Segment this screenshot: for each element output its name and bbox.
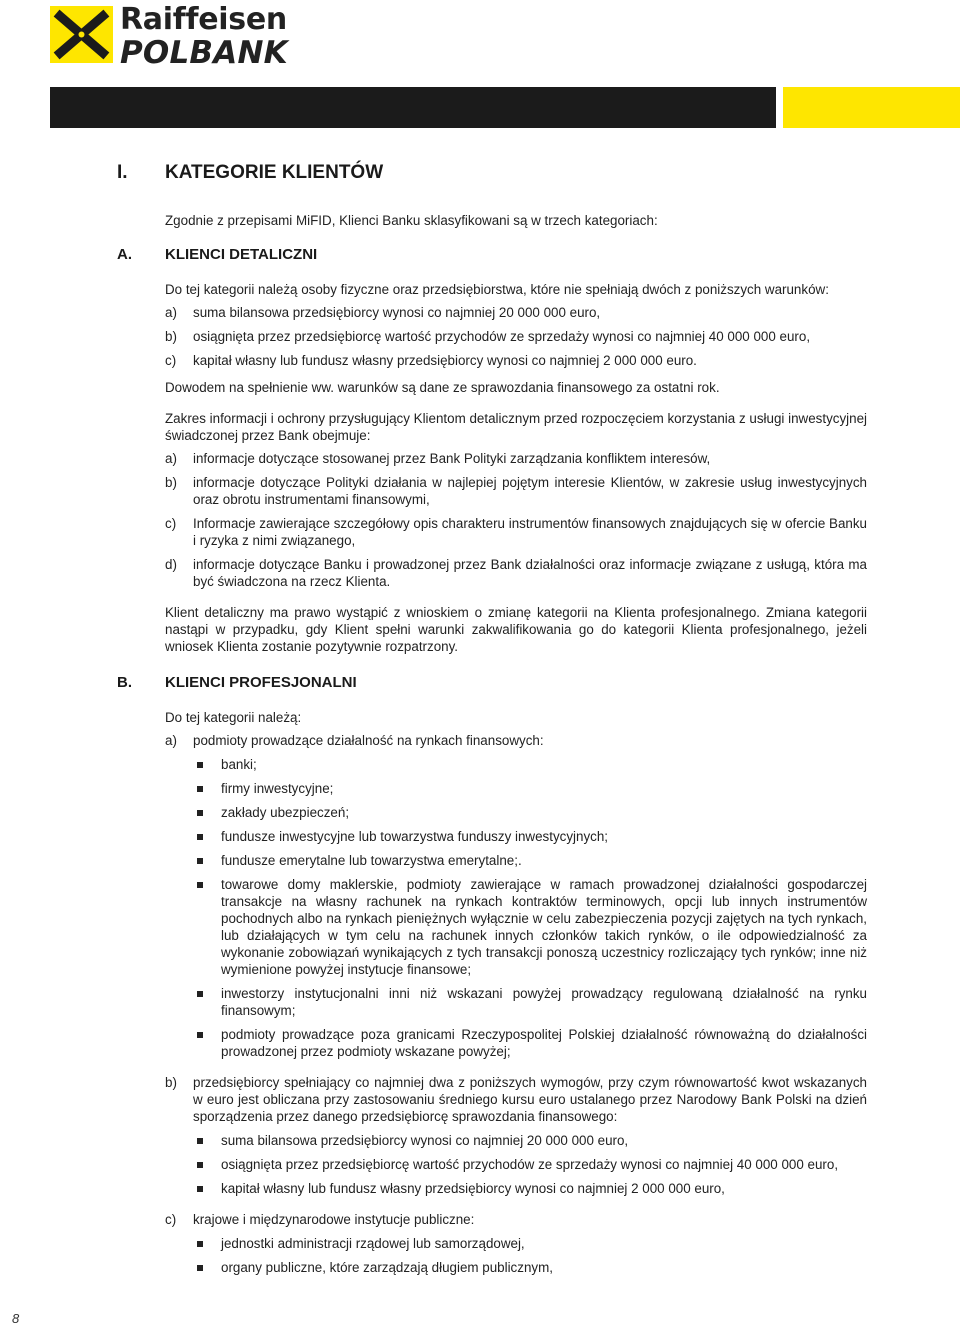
brand-wordmark [120, 2, 288, 69]
section-b-letter: B. [117, 674, 132, 691]
item-text: kapitał własny lub fundusz własny przedsiębiorcy wynosi co najmniej 2 000 000 euro. [193, 353, 697, 368]
bullet-text: organy publiczne, które zarządzają długiem publicznym, [221, 1260, 553, 1275]
item-label: b) [165, 1075, 177, 1090]
header-yellow-bar [783, 87, 960, 128]
chapter-heading [117, 162, 383, 184]
bullet-text: osiągnięta przez przedsiębiorcę wartość przychodów ze sprzedaży wynosi co najmniej 40 000 000 euro, [221, 1157, 839, 1172]
bullet-square-icon [193, 1235, 221, 1252]
chapter-title: KATEGORIE KLIENTÓW [165, 162, 384, 183]
bullet-square-icon [193, 1259, 221, 1276]
item-text: suma bilansowa przedsiębiorcy wynosi co najmniej 20 000 000 euro, [193, 305, 601, 320]
list-item [165, 515, 867, 549]
bullet-item [193, 1180, 867, 1197]
item-label: c) [165, 516, 177, 531]
bullet-text: inwestorzy instytucjonalni inni niż wskazani powyżej prowadzący regulowaną działalność na rynku finansowym; [221, 986, 867, 1018]
bullet-square-icon [193, 828, 221, 845]
conditions-list [165, 304, 867, 369]
list-item [165, 450, 867, 467]
bullet-text: fundusze inwestycyjne lub towarzystwa funduszy inwestycyjnych; [221, 829, 609, 844]
bullet-square-icon [193, 1026, 221, 1060]
bullet-square-icon [193, 1180, 221, 1197]
bullet-item [193, 804, 867, 821]
item-text: Informacje zawierające szczegółowy opis charakteru instrumentów finansowych znajdujących się w ofercie Banku i ryzyka z nimi związanego, [193, 516, 867, 548]
bullet-text: jednostki administracji rządowej lub samorządowej, [221, 1236, 525, 1251]
item-label: d) [165, 557, 177, 572]
item-text: podmioty prowadzące działalność na rynkach finansowych: [193, 733, 544, 748]
list-item [165, 328, 867, 345]
section-a-paragraph-3: Zakres informacji i ochrony przysługujący Klientom detalicznym przed rozpoczęciem korzystania z usługi inwestycyjnej świadczonej przez Bank obejmuje: [165, 411, 867, 443]
list-item [165, 352, 867, 369]
list-item-a [165, 732, 867, 1067]
bullet-text: firmy inwestycyjne; [221, 781, 334, 796]
list-item [165, 304, 867, 321]
item-text: przedsiębiorcy spełniający co najmniej dwa z poniższych wymogów, przy czym równowartość kwot wskazanych w euro jest obliczana przy zastosowaniu średniego kursu euro ustalanego przez Narodowy Bank Polski na dzień sporządzenia przez danego przedsiębiorcę sprawozdania finansowego: [193, 1075, 867, 1124]
item-label: b) [165, 475, 177, 490]
section-b-paragraph-1: Do tej kategorii należą: [165, 710, 302, 725]
section-a-title: KLIENCI DETALICZNI [165, 246, 318, 263]
section-a-paragraph-1: Do tej kategorii należą osoby fizyczne oraz przedsiębiorstwa, które nie spełniają dwóch z poniższych warunków: [165, 282, 829, 297]
bullet-text: towarowe domy maklerskie, podmioty zawierające w ramach prowadzonej działalności gospodarczej transakcje na własny rachunek na rynkach kontraktów terminowych, opcji lub innych instrumentów pochodnych albo na rynkach pieniężnych wyłącznie w celu zabezpieczenia pozycji zajętych na tych rynkach, lub działających w tym celu na rachunek innych członków takich rynków, o ile odpowiedzialność za wykonanie zobowiązań wynikających z tych transakcji ponoszą uczestnicy rozliczający tych rynków; inne niż wymienione powyżej instytucje finansowe; [221, 877, 867, 977]
item-label: b) [165, 329, 177, 344]
bullet-item [193, 1235, 867, 1252]
item-label: c) [165, 1212, 177, 1227]
list-item-c [165, 1211, 867, 1283]
page-number: 8 [12, 1311, 20, 1326]
bullet-item [193, 876, 867, 978]
section-a-letter: A. [117, 246, 132, 263]
section-a-paragraph-2: Dowodem na spełnienie ww. warunków są dane ze sprawozdania finansowego za ostatni rok. [165, 380, 720, 395]
document-body [117, 212, 867, 1290]
bullet-square-icon [193, 804, 221, 821]
item-label: a) [165, 733, 177, 748]
item-text: informacje dotyczące Polityki działania w najlepiej pojętym interesie Klientów, w zakresie usług inwestycyjnych oraz obrotu instrumentami finansowymi, [193, 475, 867, 507]
bullet-item [193, 852, 867, 869]
bullet-square-icon [193, 985, 221, 1019]
item-label: c) [165, 353, 177, 368]
bullet-text: podmioty prowadzące poza granicami Rzeczypospolitej Polskiej działalność równoważną do działalności prowadzonej przez podmioty wskazane powyżej; [221, 1027, 867, 1059]
bullet-item [193, 756, 867, 773]
bullet-list [193, 1235, 867, 1276]
section-b-title: KLIENCI PROFESJONALNI [165, 674, 357, 691]
header-dark-bar [50, 87, 776, 128]
info-list [165, 450, 867, 590]
bullet-item [193, 1132, 867, 1149]
section-a-paragraph-4: Klient detaliczny ma prawo wystąpić z wnioskiem o zmianę kategorii na Klienta profesjonalnego. Zmiana kategorii nastąpi w przypadku, gdy Klient spełni warunki zakwalifikowania go do kategorii Klienta profesjonalnego, jeżeli wniosek Klienta zostanie pozytywnie rozpatrzony. [165, 605, 867, 654]
item-text: informacje dotyczące Banku i prowadzonej przez Bank działalności oraz informacje związane z usługą, która ma być świadczona na rzecz Klienta. [193, 557, 867, 589]
bullet-text: fundusze emerytalne lub towarzystwa emerytalne;. [221, 853, 522, 868]
bullet-square-icon [193, 876, 221, 978]
bullet-item [193, 1259, 867, 1276]
bullet-item [193, 780, 867, 797]
section-b-heading [117, 673, 867, 693]
bullet-text: zakłady ubezpieczeń; [221, 805, 350, 820]
bullet-item [193, 828, 867, 845]
brand-line-1: Raiffeisen [120, 2, 287, 37]
list-item [165, 556, 867, 590]
bullet-square-icon [193, 1156, 221, 1173]
item-text: krajowe i międzynarodowe instytucje publiczne: [193, 1212, 475, 1227]
bullet-square-icon [193, 756, 221, 773]
item-text: informacje dotyczące stosowanej przez Bank Polityki zarządzania konfliktem interesów, [193, 451, 711, 466]
bullet-text: suma bilansowa przedsiębiorcy wynosi co najmniej 20 000 000 euro, [221, 1133, 629, 1148]
bullet-list [193, 756, 867, 1060]
bullet-text: banki; [221, 757, 257, 772]
bullet-square-icon [193, 852, 221, 869]
item-label: a) [165, 305, 177, 320]
bullet-square-icon [193, 780, 221, 797]
bullet-square-icon [193, 1132, 221, 1149]
section-a-heading [117, 245, 867, 265]
bullet-item [193, 985, 867, 1019]
bullet-item [193, 1026, 867, 1060]
chapter-number: I. [117, 162, 128, 183]
brand-line-2: POLBANK [120, 35, 288, 71]
intro-paragraph: Zgodnie z przepisami MiFID, Klienci Banku sklasyfikowani są w trzech kategoriach: [165, 213, 658, 228]
item-text: osiągnięta przez przedsiębiorcę wartość przychodów ze sprzedaży wynosi co najmniej 40 000 000 euro, [193, 329, 811, 344]
list-item-b [165, 1074, 867, 1204]
bullet-item [193, 1156, 867, 1173]
bullet-list [193, 1132, 867, 1197]
bullet-text: kapitał własny lub fundusz własny przedsiębiorcy wynosi co najmniej 2 000 000 euro, [221, 1181, 725, 1196]
list-item [165, 474, 867, 508]
raiffeisen-logo-icon [50, 6, 113, 63]
item-label: a) [165, 451, 177, 466]
